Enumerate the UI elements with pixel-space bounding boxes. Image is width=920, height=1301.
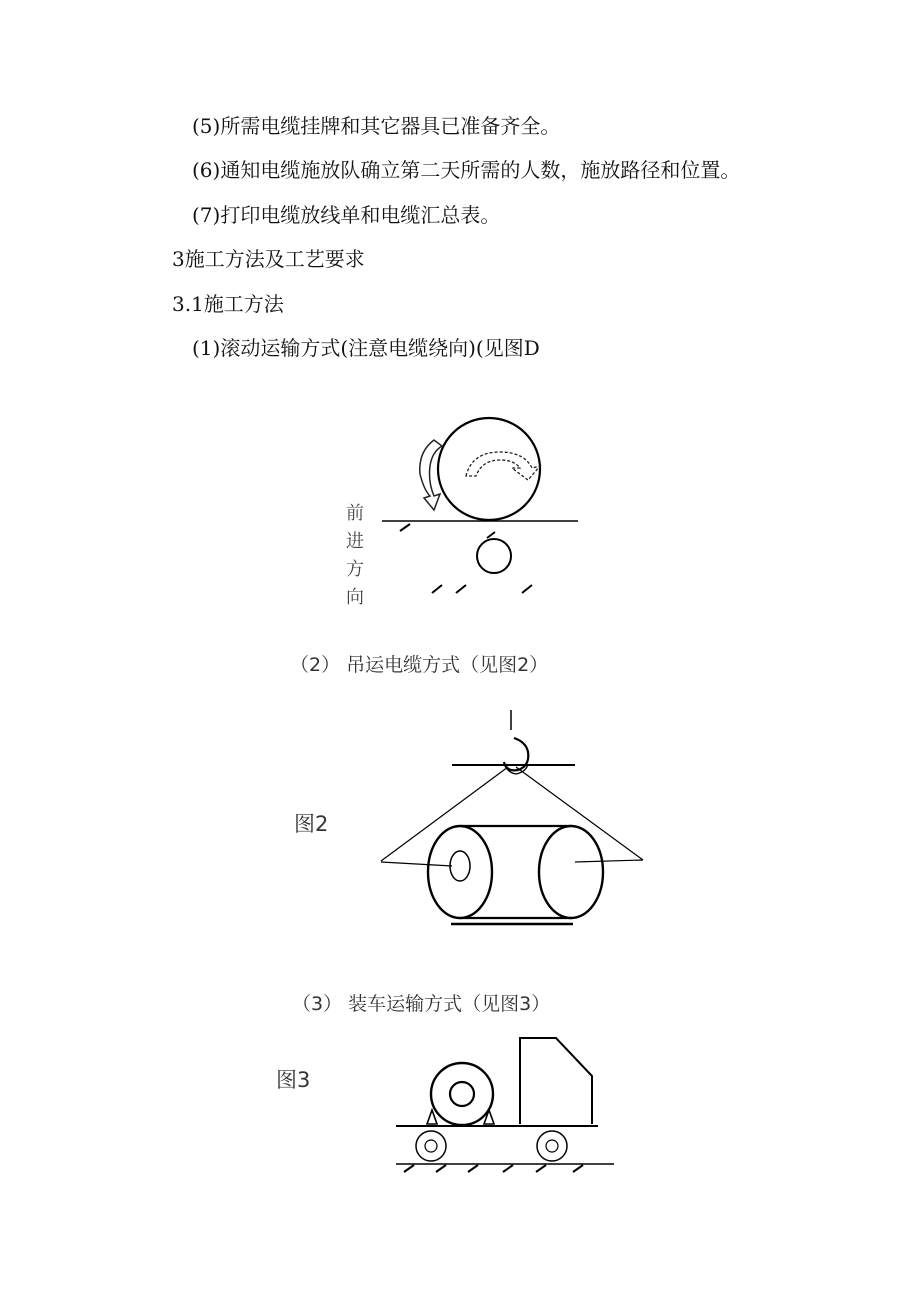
truck-wheel-front <box>416 1131 446 1161</box>
figure-2-label: 图2 <box>294 812 329 836</box>
step-5: (5)所需电缆挂牌和其它器具已准备齐全。 <box>192 114 561 138</box>
wheel-chock-right <box>484 1110 494 1124</box>
section-heading: 3施工方法及工艺要求 <box>172 247 365 271</box>
step-6: (6)通知电缆施放队确立第二天所需的人数，施放路径和位置。 <box>192 158 741 182</box>
direction-label: 前进方向 <box>346 503 364 608</box>
method-1: (1)滚动运输方式(注意电缆绕向)(见图D <box>192 336 540 360</box>
step-7: (7)打印电缆放线单和电缆汇总表。 <box>192 203 501 227</box>
figure-3-label: 图3 <box>276 1068 311 1092</box>
figure-3-caption: （3） 装车运输方式（见图3） <box>292 993 551 1015</box>
sub-heading: 3.1施工方法 <box>172 292 284 316</box>
figure-2-caption: （2） 吊运电缆方式（见图2） <box>290 654 549 676</box>
truck-cab <box>520 1038 592 1124</box>
truck-cable-drum <box>431 1063 493 1125</box>
truck-wheel-rear <box>537 1131 567 1161</box>
